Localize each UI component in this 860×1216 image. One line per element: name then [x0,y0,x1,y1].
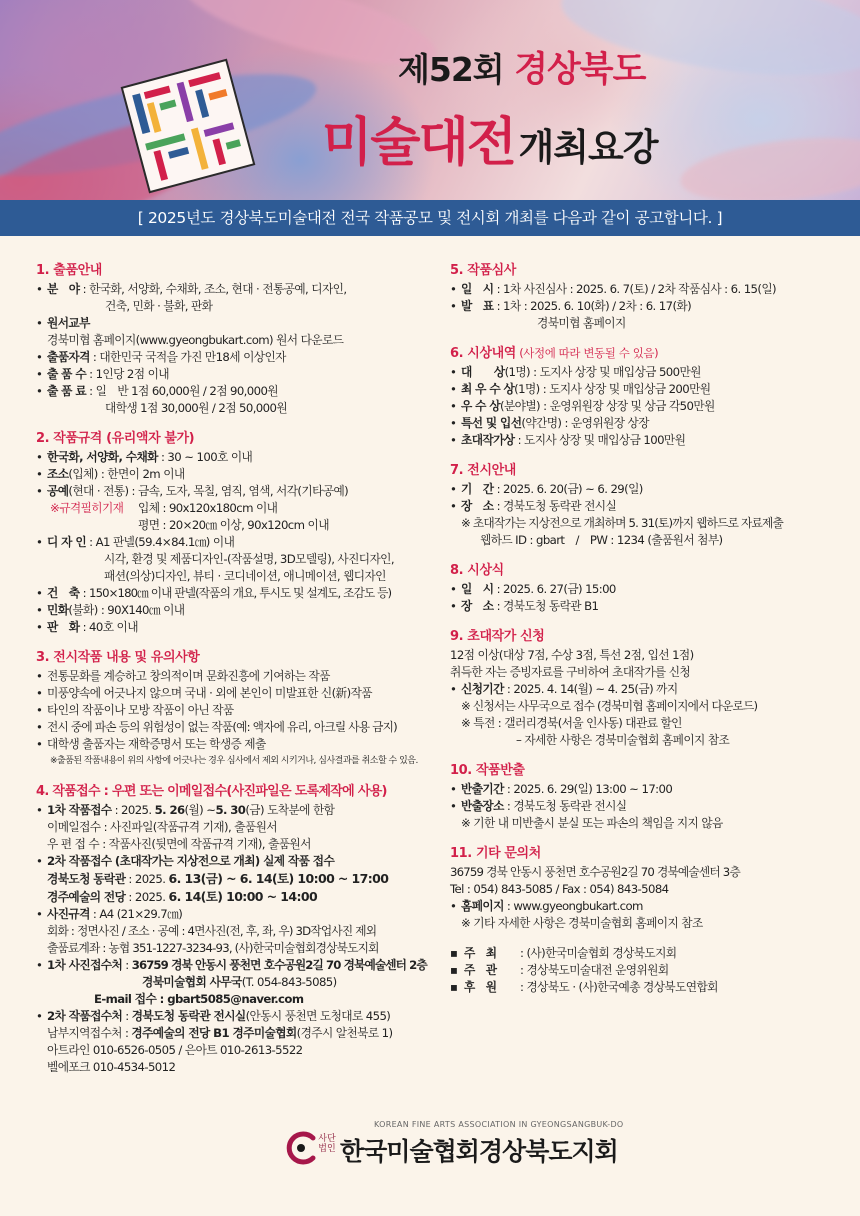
field-row: • 한국화, 서양화, 수채화 : 30 ~ 100호 이내 [36,450,253,464]
field-row: • 2차 작품접수 (초대작가는 지상전으로 개최) 실제 작품 접수 [36,854,335,868]
field-value: 2025. 6. 27(금) 15:00 [503,582,616,596]
list-item-text: 대학생 출품자는 재학증명서 또는 학생증 제출 [47,737,266,751]
section-specs [36,430,431,636]
field-value: 36759 경북 안동시 풍천면 호수공원2길 70 경북예술센터 2층 [131,958,427,972]
field-value-cont [36,991,431,1008]
field-value-cont: 우 편 접 수 : 작품사진(뒷면에 작품규격 기재), 출품원서 [47,837,311,851]
footer-association-name: 한국미술협회경상북도지회 [340,1137,618,1166]
date-highlight: 5. 30 [215,803,246,817]
paragraph: 취득한 자는 증빙자료를 구비하여 초대작가를 신청 [450,665,691,679]
section-title-text: 6. 시상내역 [450,346,516,361]
field-row: • 건 축 : 150×180㎝ 이내 판넬(작품의 개요, 투시도 및 설계도, 조감도 등) [36,586,392,600]
section-title: 8. 시상식 [450,563,504,578]
note-line: ※ 초대작가는 지상전으로 개최하며 5. 31(토)까지 웹하드로 자료제출 [461,516,783,530]
section-awards [450,345,845,449]
venue-address: (안동시 풍천면 도청대로 455) [245,1009,391,1023]
organizer-row: ▪ 주 관 : 경상북도미술대전 운영위원회 [450,963,669,977]
list-item: • 타인의 작품이나 모방 작품이 아닌 작품 [36,703,234,717]
award-value: 운영위원장 상장 및 상금 각50만원 [549,399,715,413]
organizer-label: 후 원 [464,980,497,994]
footer [0,1112,860,1182]
field-label: 출 품 료 [47,384,87,398]
title-main: 미술대전 [322,113,515,173]
date-highlight: 5. 26 [154,803,185,817]
field-value-cont: 패션(의상)디자인, 뷰티 · 코디네이션, 애니메이션, 웹디자인 [104,569,386,583]
award-count: (분야별) [500,399,541,413]
website-link[interactable]: www.gyeongbukart.com [513,899,643,913]
section-judging [450,262,845,332]
section-title: 1. 출품안내 [36,263,102,278]
field-value: (금) 도착분에 한함 [245,803,335,817]
section-title: 2. 작품규격 (유리액자 불가) [36,431,195,446]
contact-line: 아트라인 010-6526-0505 / 은아트 010-2613-5522 [47,1043,303,1057]
list-item: • 미풍양속에 어긋나지 않으며 국내 · 외에 본인이 미발표한 신(新)작품 [36,686,372,700]
field-label: 장 소 [461,499,494,513]
list-item: • 전시 중에 파손 등의 위험성이 없는 작품(예: 액자에 유리, 아크릴 사용 금지) [36,720,397,734]
section-title: 5. 작품심사 [450,263,516,278]
paint-streak [677,129,860,200]
field-label: 출 품 수 [47,367,87,381]
award-label: 특선 및 입선 [461,416,522,430]
field-label: 분 야 [47,282,80,296]
section-exhibition [450,462,845,549]
organizers [450,945,845,996]
field-value-cont: 대학생 1점 30,000원 / 2점 50,000원 [105,401,288,415]
field-label: 2차 작품접수처 [47,1009,123,1023]
award-row: • 대 상 (1명) : 도지사 상장 및 매입상금 500만원 [450,365,701,379]
award-count: (1명) [504,365,531,379]
field-value: 1인당 2점 이내 [95,367,169,381]
field-row: • 1차 사진접수처 : 36759 경북 안동시 풍천면 호수공원2길 70 경북예술센터 2층 [36,958,427,972]
list-item-text: 전통문화를 계승하고 창의적이며 문화진흥에 기여하는 작품 [47,669,330,683]
section-notes [36,649,431,770]
award-value: 운영위원장 상장 [570,416,649,430]
field-row: • 홈페이지 : www.gyeongbukart.com [450,899,643,913]
field-label: 홈페이지 [461,899,504,913]
section-title [450,345,845,362]
field-row: • 공예 (현대 · 전통) : 금속, 도자, 목칠, 염직, 염색, 서각(기타공예) [36,484,349,498]
footer-sub-text: 사단 [318,1134,336,1144]
organizer-row: ▪ 주 최 : (사)한국미술협회 경상북도지회 [450,946,677,960]
note-line: ※ 신청서는 사무국으로 접수 (경북미협 홈페이지에서 다운로드) [461,699,758,713]
section-return [450,762,845,832]
field-value-cont [36,870,431,888]
footer-english-name: KOREAN FINE ARTS ASSOCIATION IN GYEONGSANGBUK-DO [374,1120,624,1129]
field-value: 금속, 도자, 목칠, 염직, 염색, 서각(기타공예) [138,484,349,498]
field-label: 판 화 [47,620,80,634]
field-label: 출품자격 [47,350,90,364]
field-label-paren: (불화) [68,603,98,617]
organizer-label: 주 최 [464,946,497,960]
organizer-name: 경상북도미술대전 운영위원회 [526,963,669,977]
field-label: 반출장소 [461,799,504,813]
field-label: 한국화, 서양화, 수채화 [47,450,158,464]
field-value: 30 ~ 100호 이내 [167,450,253,464]
award-row: • 초대작가상 : 도지사 상장 및 매입상금 100만원 [450,433,686,447]
organizer-label: 주 관 [464,963,497,977]
field-value-cont [36,974,431,991]
field-row: • 기 간 : 2025. 6. 20(금) ~ 6. 29(일) [450,482,643,496]
section-title: 3. 전시작품 내용 및 유의사항 [36,650,200,665]
field-value: 한국화, 서양화, 수채화, 조소, 현대 · 전통공예, 디자인, [89,282,347,296]
venue-name: 경주예술의 전당 B1 경주미술협회 [131,1026,297,1040]
field-row [36,500,431,517]
list-item-text: 타인의 작품이나 모방 작품이 아닌 작품 [47,703,234,717]
contact-line: 벨에포크 010-4534-5012 [47,1060,176,1074]
field-value: 경북도청 동락관 전시실 [513,799,627,813]
field-value-cont: 건축, 민화 · 불화, 판화 [105,299,213,313]
section-invited-artist [450,628,845,749]
field-row: • 일 시 : 2025. 6. 27(금) 15:00 [450,582,616,596]
award-row: • 특선 및 입선 (약간명) : 운영위원장 상장 [450,416,649,430]
award-label: 최 우 수 상 [461,382,515,396]
spec-note: ※규격필히기재 [50,501,124,515]
footer-sub-text: 법인 [318,1144,336,1154]
title-line-2 [322,100,657,175]
field-label: 원서교부 [47,316,90,330]
field-value-cont: 이메일접수 : 사진파일(작품규격 기재), 출품원서 [47,820,277,834]
announcement-banner: [ 2025년도 경상북도미술대전 전국 작품공모 및 전시회 개최를 다음과 같이 공고합니다. ] [0,200,860,236]
organizer-row: ▪ 후 원 : 경상북도 · (사)한국예총 경상북도연합회 [450,980,718,994]
award-label: 대 상 [461,365,505,379]
office-name: 경북미술협회 사무국 [142,975,242,989]
field-row: • 조소 (입체) : 한면이 2m 이내 [36,467,185,481]
field-value: : 2025. [125,872,169,886]
section-contact [450,845,845,932]
field-row: • 출 품 료 : 일 반 1점 60,000원 / 2점 90,000원 [36,384,278,398]
field-row: • 사진규격 : A4 (21×29.7㎝) [36,907,183,921]
field-label: 민화 [47,603,69,617]
field-value: 2025. 6. 20(금) ~ 6. 29(일) [503,482,643,496]
field-label: 1차 사진접수처 [47,958,123,972]
email-address: gbart5085@naver.com [167,992,304,1006]
award-value: 도지사 상장 및 매입상금 500만원 [539,365,701,379]
venue-name: 경북도청 동락관 전시실 [131,1009,246,1023]
field-label: 공예 [47,484,69,498]
field-label: 일 시 [461,282,494,296]
office-phone: (T. 054-843-5085) [241,975,337,989]
field-row: • 장 소 : 경북도청 동락관 B1 [450,599,599,613]
title-line-1 [398,42,645,92]
field-value: 경북도청 동락관 B1 [503,599,599,613]
field-label: 조소 [47,467,69,481]
field-label: 디 자 인 [47,535,87,549]
email-label: E-mail 접수 : [94,992,168,1006]
list-item: • 전통문화를 계승하고 창의적이며 문화진흥에 기여하는 작품 [36,669,330,683]
field-label: 장 소 [461,599,494,613]
field-row: • 출품자격 : 대한민국 국적을 가진 만18세 이상인자 [36,350,286,364]
field-value: A1 판넬(59.4×84.1㎝) 이내 [95,535,235,549]
association-logo-icon [283,1130,319,1166]
date-highlight: 6. 13(금) ~ 6. 14(토) 10:00 ~ 17:00 [168,871,389,886]
field-label: 발 표 [461,299,494,313]
field-row: • 반출기간 : 2025. 6. 29(일) 13:00 ~ 17:00 [450,782,673,796]
field-value: 1차 : 2025. 6. 10(화) / 2차 : 6. 17(화) [503,299,692,313]
note-line: – 자세한 사항은 경북미술협회 홈페이지 참조 [516,733,730,747]
field-row: • 판 화 : 40호 이내 [36,620,138,634]
field-value-cont [36,1025,431,1042]
award-row: • 우 수 상 (분야별) : 운영위원장 상장 및 상금 각50만원 [450,399,715,413]
field-row: • 반출장소 : 경북도청 동락관 전시실 [450,799,627,813]
date-highlight: 6. 14(토) 10:00 ~ 14:00 [168,889,318,904]
field-label: 일 시 [461,582,494,596]
field-value-cont [36,888,431,906]
organizer-name: (사)한국미술협회 경상북도지회 [526,946,677,960]
field-label-paren: (현대 · 전통) [68,484,129,498]
contact-address: 36759 경북 안동시 풍천면 호수공원2길 70 경북예술센터 3층 [450,865,740,879]
field-label-paren: (입체) [68,467,98,481]
disclaimer-note: ※출품된 작품내용이 위의 사항에 어긋나는 경우 심사에서 제외 시키거나, 심사결과를 취소할 수 있음. [50,756,418,766]
note-line: ※ 특전 : 갤러리경북(서울 인사동) 대관료 할인 [461,716,682,730]
field-value-cont: 회화 : 정면사진 / 조소 · 공예 : 4면사진(전, 후, 좌, 우) 3D작업사진 제외 [47,924,377,938]
field-label: 신청기간 [461,682,504,696]
field-row: • 분 야 : 한국화, 서양화, 수채화, 조소, 현대 · 전통공예, 디자인, [36,282,347,296]
field-row: • 디 자 인 : A1 판넬(59.4×84.1㎝) 이내 [36,535,235,549]
title-region: 경상북도 [514,50,646,90]
section-submission [36,783,431,1076]
field-value: : 2025. [125,890,169,904]
section-title-sub: (사정에 따라 변동될 수 있음) [515,346,659,360]
award-count: (1명) [514,382,540,396]
field-value: A4 (21×29.7㎝) [99,907,183,921]
field-value: 대한민국 국적을 가진 만18세 이상인자 [99,350,286,364]
field-row: • 출 품 수 : 1인당 2점 이내 [36,367,169,381]
list-item: • 대학생 출품자는 재학증명서 또는 학생증 제출 [36,737,266,751]
award-label: 우 수 상 [461,399,501,413]
section-title: 7. 전시안내 [450,463,516,478]
field-value-cont: 시각, 환경 및 제품디자인-(작품설명, 3D모델링), 사진디자인, [104,552,394,566]
field-value: 2025. 4. 14(월) ~ 4. 25(금) 까지 [513,682,678,696]
section-entry-guide [36,262,431,417]
title-prefix: 제52회 [398,50,504,89]
section-title: 10. 작품반출 [450,763,525,778]
field-row: • 발 표 : 1차 : 2025. 6. 10(화) / 2차 : 6. 17(화) [450,299,692,313]
field-label: 남부지역접수처 : [47,1026,132,1040]
paragraph: 12점 이상(대상 7점, 수상 3점, 특선 2점, 입선 1점) [450,648,694,662]
field-value: 한면이 2m 이내 [107,467,185,481]
field-value-cont: 출품료계좌 : 농협 351-1227-3234-93, (사)한국미술협회경상북도지회 [47,941,379,955]
right-column [450,262,845,996]
list-item-text: 전시 중에 파손 등의 위험성이 없는 작품(예: 액자에 유리, 아크릴 사용 금지) [47,720,397,734]
field-value: 입체 : 90x120x180cm 이내 [138,501,278,515]
award-count: (약간명) [521,416,562,430]
field-label: 건 축 [47,586,80,600]
title-suffix: 개최요강 [518,126,658,169]
note-line: ※ 기타 자세한 사항은 경북미술협회 홈페이지 참조 [461,916,703,930]
note-line: ※ 기한 내 미반출시 분실 또는 파손의 책임을 지지 않음 [461,816,723,830]
venue-name: 경북도청 동락관 [47,872,126,886]
gyeongbuk-art-logo [104,42,272,200]
field-value-cont: 경북미협 홈페이지 [537,316,626,330]
footer-corporate-mark [318,1134,336,1154]
field-value: 1차 사진심사 : 2025. 6. 7(토) / 2차 작품심사 : 6. 15(일) [503,282,776,296]
field-row: • 일 시 : 1차 사진심사 : 2025. 6. 7(토) / 2차 작품심사 : 6. 15(일) [450,282,776,296]
field-row: • 신청기간 : 2025. 4. 14(월) ~ 4. 25(금) 까지 [450,682,678,696]
field-row: • 장 소 : 경북도청 동락관 전시실 [450,499,617,513]
field-value-cont: 평면 : 20×20㎝ 이상, 90x120cm 이내 [138,518,329,532]
field-value: 40호 이내 [89,620,138,634]
award-row: • 최 우 수 상 (1명) : 도지사 상장 및 매입상금 200만원 [450,382,711,396]
field-label: 사진규격 [47,907,90,921]
field-value: 90X140㎝ 이내 [107,603,185,617]
organizer-name: 경상북도 · (사)한국예총 경상북도연합회 [526,980,718,994]
section-ceremony [450,562,845,615]
contact-phone: Tel : 054) 843-5085 / Fax : 054) 843-5084 [450,882,669,896]
field-label: 기 간 [461,482,494,496]
section-title: 4. 작품접수 : 우편 또는 이메일접수(사진파일은 도록제작에 사용) [36,784,387,799]
field-value: 150×180㎝ 이내 판넬(작품의 개요, 투시도 및 설계도, 조감도 등) [89,586,392,600]
field-label: 2차 작품접수 (초대작가는 지상전으로 개최) 실제 작품 접수 [47,854,335,868]
venue-address: (경주시 알천북로 1) [296,1026,393,1040]
header-hero [0,0,860,200]
field-value: 경북미협 홈페이지(www.gyeongbukart.com) 원서 다운로드 [47,333,344,347]
field-value: 2025. 6. 29(일) 13:00 ~ 17:00 [513,782,673,796]
venue-name: 경주예술의 전당 [47,890,126,904]
field-value: 일 반 1점 60,000원 / 2점 90,000원 [95,384,278,398]
field-row: • 2차 작품접수처 : 경북도청 동락관 전시실 (안동시 풍천면 도청대로 455) [36,1009,391,1023]
field-row: • 1차 작품접수 : 2025. 5. 26 (월) ~ 5. 30 (금) 도착분에 한함 [36,803,335,817]
list-item-text: 미풍양속에 어긋나지 않으며 국내 · 외에 본인이 미발표한 신(新)작품 [47,686,372,700]
section-title: 9. 초대작가 신청 [450,629,545,644]
award-value: 도지사 상장 및 매입상금 100만원 [524,433,686,447]
field-row: • 원서교부 [36,316,90,330]
note-line: 웹하드 ID : gbart / PW : 1234 (출품원서 첨부) [480,533,723,547]
field-row: • 민화 (불화) : 90X140㎝ 이내 [36,603,185,617]
section-title: 11. 기타 문의처 [450,846,541,861]
field-value: 경북도청 동락관 전시실 [503,499,617,513]
award-value: 도지사 상장 및 매입상금 200만원 [549,382,711,396]
field-label: 1차 작품접수 [47,803,112,817]
award-label: 초대작가상 [461,433,515,447]
field-value: (월) ~ [184,803,216,817]
left-column [36,262,431,1089]
field-label: 반출기간 [461,782,504,796]
